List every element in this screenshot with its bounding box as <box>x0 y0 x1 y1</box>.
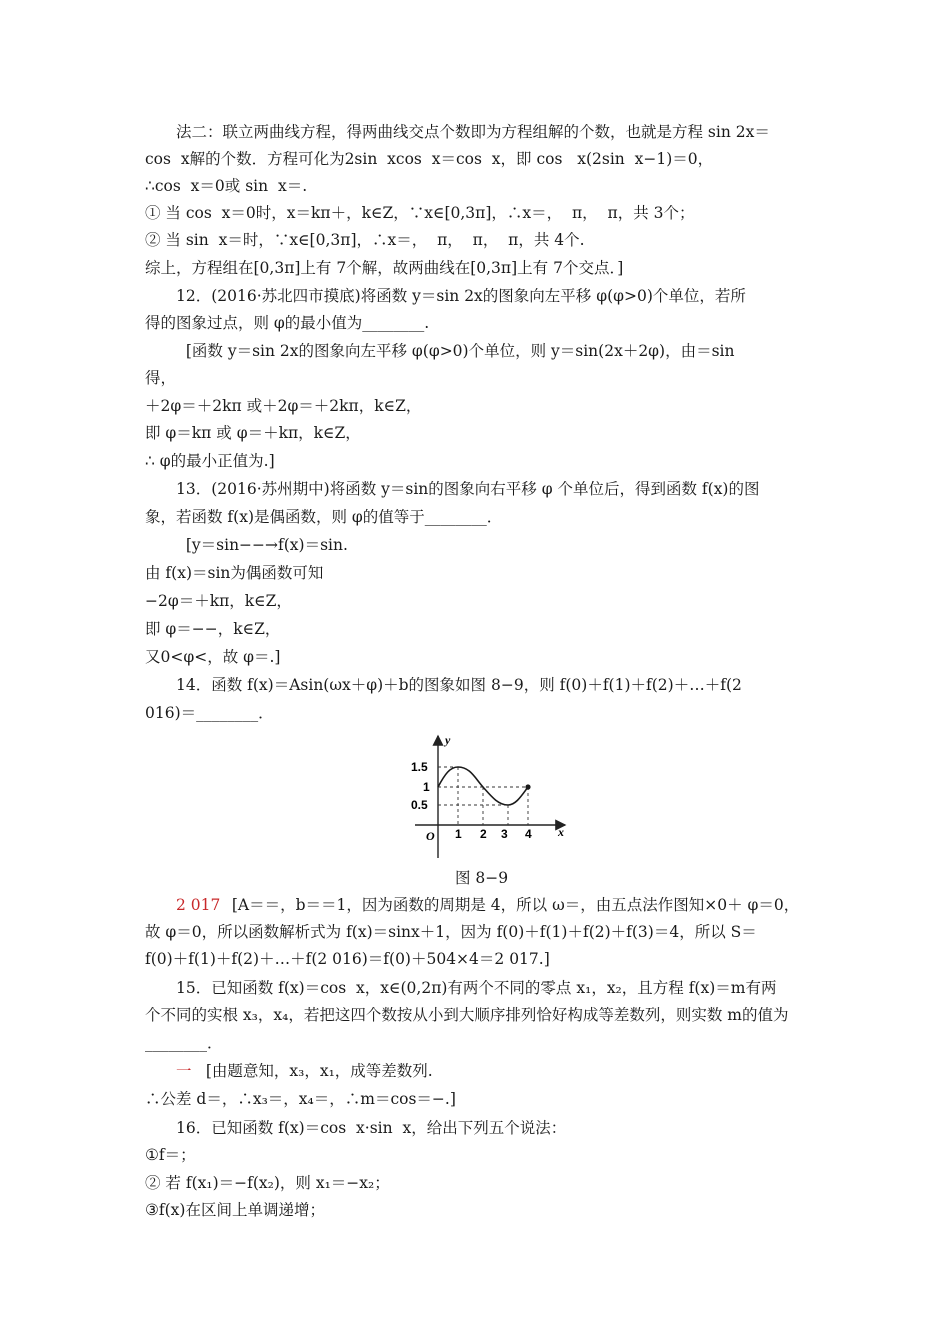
statement-item: ①f＝； <box>145 1146 196 1164</box>
text-line: 即 φ＝kπ 或 φ＝＋kπ，k∈Z， <box>145 424 361 442</box>
text-line: cos x解的个数．方程可化为2sin xcos x＝cos x，即 cos x(2sin x−1)＝0， <box>145 150 714 168</box>
y-tick-label: 1 <box>423 780 430 794</box>
problem-12-stem: 12．(2016·苏北四市摸底)将函数 y＝sin 2x的图象向左平移 φ(φ>0)个单位，若所 <box>176 287 746 305</box>
problem-14-stem: 14．函数 f(x)＝Asin(ωx＋φ)＋b的图象如图 8−9，则 f(0)＋f(1)＋f(2)＋…＋f(2 <box>176 676 742 694</box>
text-line: ② 当 sin x＝时，∵x∈[0,3π]，∴x＝， π， π， π，共 4个. <box>145 231 585 249</box>
text-line: 象，若函数 f(x)是偶函数，则 φ的值等于________． <box>145 508 503 526</box>
statement-item: ③f(x)在区间上单调递增； <box>145 1201 325 1219</box>
text-line: [函数 y＝sin 2x的图象向左平移 φ(φ>0)个单位，则 y＝sin(2x＋2φ)，由＝sin <box>176 342 735 360</box>
text-line: 由 f(x)＝sin为偶函数可知 <box>145 564 324 582</box>
text-line: 得， <box>145 369 177 387</box>
problem-15-stem: 15．已知函数 f(x)＝cos x，x∈(0,2π)有两个不同的零点 x₁，x₂，且方程 f(x)＝m有两 <box>176 979 777 997</box>
problem-16-stem: 16．已知函数 f(x)＝cos x·sin x，给出下列五个说法： <box>176 1119 567 1137</box>
answer-15: 一 <box>176 1062 192 1080</box>
text-line: ∴ φ的最小正值为.] <box>145 452 275 470</box>
text-line: ∴cos x＝0或 sin x＝. <box>145 177 308 195</box>
y-axis-label: y <box>445 733 451 747</box>
text-line: 得的图象过点，则 φ的最小值为________. <box>145 314 430 332</box>
text-line: 又0<φ<，故 φ＝.] <box>145 648 281 666</box>
y-tick-label: 1.5 <box>411 760 428 774</box>
text-line: [y＝sin−−→f(x)＝sin. <box>176 536 348 554</box>
x-tick-label: 2 <box>480 827 487 841</box>
text-line: 故 φ＝0，所以函数解析式为 f(x)＝sinx＋1，因为 f(0)＋f(1)＋f(2)＋f(3)＝4，所以 S＝ <box>145 923 757 941</box>
text-line: ＋2φ＝＋2kπ 或＋2φ＝＋2kπ，k∈Z， <box>145 397 422 415</box>
x-tick-label: 1 <box>455 827 462 841</box>
text-line: 即 φ＝−−，k∈Z， <box>145 620 281 638</box>
text-line: 法二：联立两曲线方程，得两曲线交点个数即为方程组解的个数，也就是方程 sin 2x＝ <box>176 123 770 141</box>
text-line: [由题意知，x₃，x₁，成等差数列. <box>196 1062 433 1080</box>
x-tick-label: 4 <box>525 827 532 841</box>
statement-item: ② 若 f(x₁)＝−f(x₂)，则 x₁＝−x₂； <box>145 1174 390 1192</box>
text-line: ∴公差 d＝，∴x₃＝，x₄＝，∴m＝cos＝−.] <box>145 1090 456 1108</box>
text-line: 综上，方程组在[0,3π]上有 7个解，故两曲线在[0,3π]上有 7个交点．] <box>145 259 624 277</box>
function-graph-figure <box>395 728 575 866</box>
text-line: 个不同的实根 x₃，x₄，若把这四个数按从小到大顺序排列恰好构成等差数列，则实数 m的值为 <box>145 1006 789 1024</box>
x-tick-label: 3 <box>501 827 508 841</box>
x-axis-label: x <box>558 825 564 839</box>
answer-14: 2 017 <box>176 896 221 914</box>
text-line: −2φ＝＋kπ，k∈Z， <box>145 592 292 610</box>
text-line: [A＝＝，b＝＝1，因为函数的周期是 4，所以 ω＝，由五点法作图知×0＋ φ＝0， <box>222 896 800 914</box>
text-line: ________． <box>145 1034 223 1052</box>
end-point <box>525 784 530 789</box>
text-line: ① 当 cos x＝0时，x＝kπ＋，k∈Z，∵x∈[0,3π]，∴x＝， π， π，共 3个； <box>145 204 695 222</box>
y-tick-label: 0.5 <box>411 798 428 812</box>
text-line: f(0)＋f(1)＋f(2)＋…＋f(2 016)＝f(0)＋504×4＝2 017.] <box>145 950 550 968</box>
problem-13-stem: 13．(2016·苏州期中)将函数 y＝sin的图象向右平移 φ 个单位后，得到函数 f(x)的图 <box>176 480 760 498</box>
text-line: 016)＝________． <box>145 704 274 722</box>
figure-caption: 图 8−9 <box>455 869 509 887</box>
origin-label: O <box>426 829 435 843</box>
sine-graph <box>395 728 575 866</box>
